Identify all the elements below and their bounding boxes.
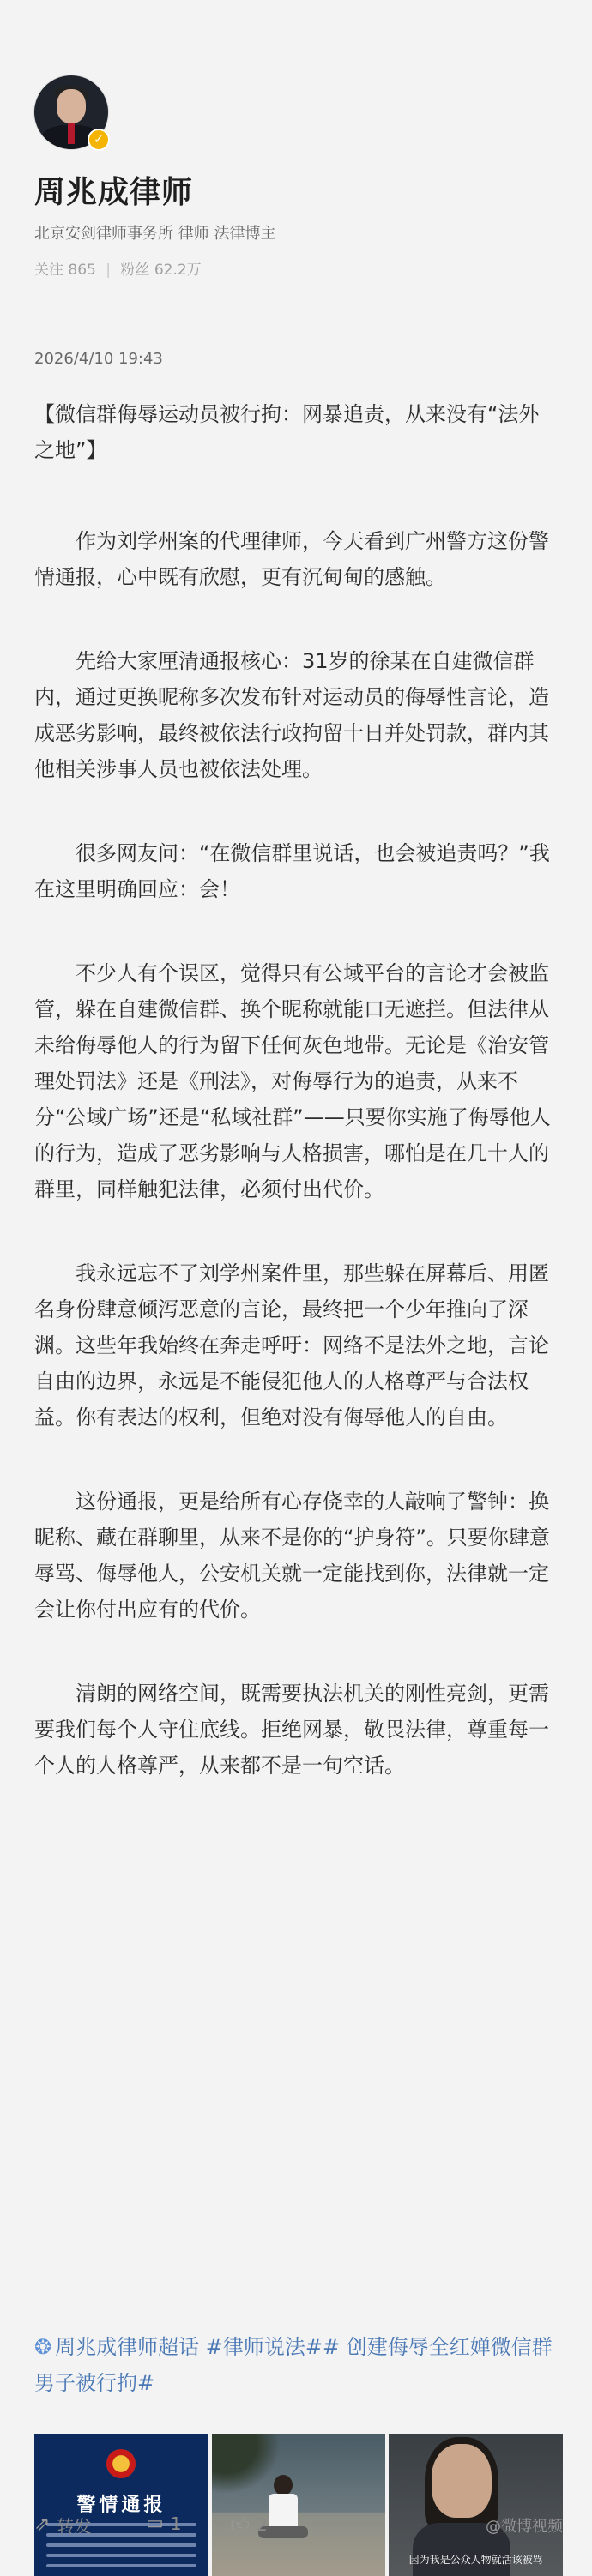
avatar-tie xyxy=(68,123,75,144)
post-action-bar xyxy=(34,2504,563,2547)
post-body xyxy=(34,396,558,1832)
verified-badge-icon: ✓ xyxy=(88,129,110,151)
comment-button[interactable] xyxy=(146,2513,182,2534)
thumbs-up-icon: 👍︎ xyxy=(230,2514,250,2536)
post-title: 【微信群侮辱运动员被行拘：网暴追责，从来没有“法外之地”】 xyxy=(34,402,540,462)
comment-count: 1 xyxy=(170,2513,182,2534)
super-topic-icon: ❂ xyxy=(34,2335,52,2359)
forward-icon: ⇗ xyxy=(34,2514,51,2536)
post-paragraph: 先给大家厘清通报核心：31岁的徐某在自建微信群内，通过更换昵称多次发布针对运动员的侮辱性言论，造成恶劣影响，最终被依法行政拘留十日并处罚款，群内其他相关涉事人员也被依法处理。 xyxy=(34,649,549,781)
forward-label: 转发 xyxy=(57,2516,92,2537)
post-hashtags[interactable] xyxy=(34,2329,563,2401)
post-paragraph: 很多网友问：“在微信群里说话，也会被追责吗？”我在这里明确回应：会！ xyxy=(34,841,550,901)
like-button[interactable] xyxy=(230,2513,268,2536)
followers-count[interactable]: 62.2万 xyxy=(154,262,202,279)
post-timestamp: 2026/4/10 19:43 xyxy=(34,350,163,368)
post-paragraph: 作为刘学州案的代理律师，今天看到广州警方这份警情通报，心中既有欣慰，更有沉甸甸的感触。 xyxy=(34,529,549,589)
post-paragraph: 我永远忘不了刘学州案件里，那些躲在屏幕后、用匿名身份肆意倾泻恶意的言论，最终把一个少年推向了深渊。这些年我始终在奔走呼吁：网络不是法外之地，言论自由的边界，永远是不能侵犯他人的人格尊严与合法权益。你有表达的权利，但绝对没有侮辱他人的自由。 xyxy=(34,1261,549,1429)
portrait-caption: 因为我是公众人物就活该被骂 xyxy=(408,2554,543,2566)
following-label: 关注 xyxy=(34,262,63,279)
followers-label: 粉丝 xyxy=(120,262,150,279)
portrait-face xyxy=(432,2444,492,2518)
author-stats xyxy=(34,257,202,279)
forward-button[interactable] xyxy=(34,2513,91,2537)
source-watermark: @微博视频 xyxy=(486,2518,563,2536)
author-name[interactable]: 周兆成律师 xyxy=(34,175,194,210)
avatar-face xyxy=(57,89,86,123)
post-paragraph: 不少人有个误区，觉得只有公域平台的言论才会被监管，躲在自建微信群、换个昵称就能口无遮拦。但法律从未给侮辱他人的行为留下任何灰色地带。无论是《治安管理处罚法》还是《刑法》，对侮辱行为的追责，从来不分“公域广场”还是“私域社群”——只要你实施了侮辱他人的行为，造成了恶劣影响与人格损害，哪怕是在几十人的群里，同样触犯法律，必须付出代价。 xyxy=(34,961,551,1201)
police-emblem-icon xyxy=(106,2449,136,2478)
post-paragraph: 清朗的网络空间，既需要执法机关的刚性亮剑，更需要我们每个人守住底线。拒绝网暴，敬畏法律，尊重每一个人的人格尊严，从来都不是一句空话。 xyxy=(34,1682,549,1778)
stats-divider: | xyxy=(106,262,111,279)
police-notice-title: 警情通报 xyxy=(76,2495,166,2516)
hashtag-text[interactable]: 周兆成律师超话 #律师说法## 创建侮辱全红婵微信群男子被行拘# xyxy=(34,2335,553,2395)
comment-icon: ▭ xyxy=(146,2513,164,2534)
post-paragraph: 这份通报，更是给所有心存侥幸的人敲响了警钟：换昵称、藏在群聊里，从来不是你的“护身符”。只要你肆意辱骂、侮辱他人，公安机关就一定能找到你，法律就一定会让你付出应有的代价。 xyxy=(34,1490,550,1622)
following-count[interactable]: 865 xyxy=(68,262,96,279)
like-count: 2 xyxy=(257,2513,268,2535)
author-description: 北京安剑律师事务所 律师 法律博主 xyxy=(34,225,276,243)
